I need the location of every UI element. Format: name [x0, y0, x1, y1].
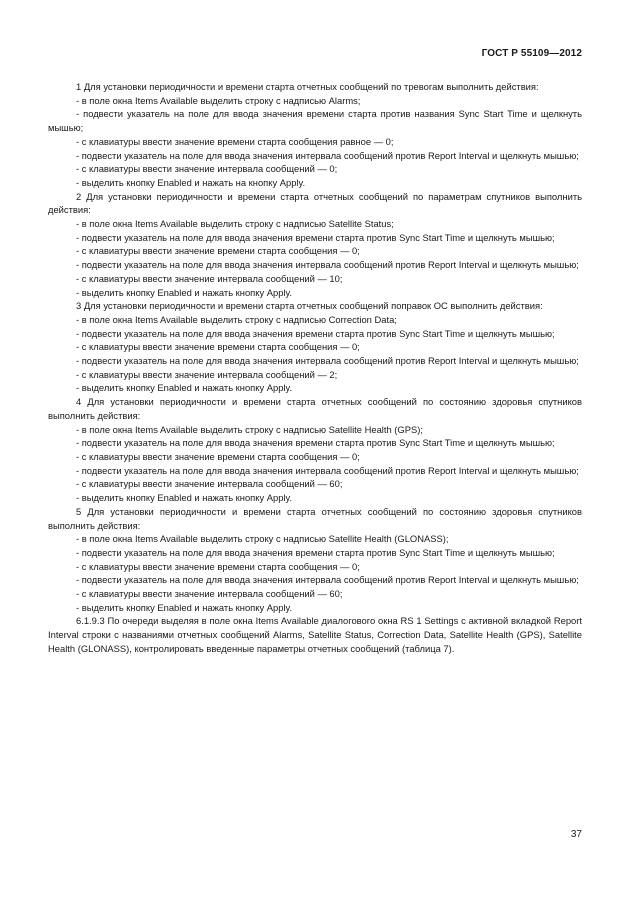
step-line: - подвести указатель на поле для ввода значения времени старта против Sync Start Time и щелкнуть мышью; — [76, 327, 555, 339]
step-line: - подвести указатель на поле для ввода значения интервала сообщений против Report Interval и щелкнуть мышью; — [76, 355, 579, 367]
step-line: - с клавиатуры ввести значение интервала сообщений — 2; — [76, 368, 338, 380]
step-line: - в поле окна Items Available выделить строку с надписью Satellite Health (GPS); — [76, 423, 423, 435]
step-line: - с клавиатуры ввести значение интервала сообщений — 10; — [76, 272, 343, 284]
step-line: - с клавиатуры ввести значение интервала сообщений — 0; — [76, 163, 338, 175]
step-line: - выделить кнопку Enabled и нажать кнопку Apply. — [76, 382, 293, 394]
step-line: - подвести указатель на поле для ввода значения интервала сообщений против Report Interval и щелкнуть мышью; — [76, 149, 579, 161]
step-line: - подвести указатель на поле для ввода значения времени старта против Sync Start Time и щелкнуть мышью; — [76, 546, 555, 558]
document-id-header: ГОСТ Р 55109—2012 — [481, 48, 582, 59]
step-line: - подвести указатель на поле для ввода значения интервала сообщений против Report Interval и щелкнуть мышью; — [76, 259, 579, 271]
step-line: - в поле окна Items Available выделить строку с надписью Alarms; — [76, 94, 361, 106]
step-line: - в поле окна Items Available выделить строку с надписью Satellite Health (GLONASS); — [76, 533, 449, 545]
step-line: - с клавиатуры ввести значение времени старта сообщения равное — 0; — [76, 135, 394, 147]
step-line: - с клавиатуры ввести значение времени старта сообщения — 0; — [76, 341, 360, 353]
step-line: - с клавиатуры ввести значение времени старта сообщения — 0; — [76, 245, 360, 257]
step-line: - с клавиатуры ввести значение интервала сообщений — 60; — [76, 478, 343, 490]
paragraph-1: 1 Для установки периодичности и времени старта отчетных сообщений по тревогам выполнить действия: — [76, 81, 539, 92]
paragraph-3: 3 Для установки периодичности и времени старта отчетных сообщений поправок ОС выполнить действия: — [76, 300, 543, 312]
step-line: - с клавиатуры ввести значение времени старта сообщения — 0; — [76, 450, 360, 462]
step-line: - с клавиатуры ввести значение интервала сообщений — 60; — [76, 588, 343, 600]
step-line: - выделить кнопку Enabled и нажать на кнопку Apply. — [76, 176, 306, 188]
page-number: 37 — [570, 829, 582, 840]
step-line: - выделить кнопку Enabled и нажать кнопку Apply. — [76, 492, 293, 504]
paragraph-4: 4 Для установки периодичности и времени старта отчетных сообщений по состоянию здоровья спутников выполнить действия: — [48, 396, 582, 421]
step-line: - подвести указатель на поле для ввода значения времени старта против Sync Start Time и щелкнуть мышью; — [76, 437, 555, 449]
step-line: - подвести указатель на поле для ввода значения интервала сообщений против Report Interval и щелкнуть мышью; — [76, 574, 579, 586]
step-line: - подвести указатель на поле для ввода значения времени старта против Sync Start Time и щелкнуть мышью; — [76, 231, 555, 243]
step-line: - выделить кнопку Enabled и нажать кнопку Apply. — [76, 286, 293, 298]
step-line: - выделить кнопку Enabled и нажать кнопку Apply. — [76, 601, 293, 613]
step-line: - в поле окна Items Available выделить строку с надписью Satellite Status; — [76, 218, 394, 230]
step-line: - с клавиатуры ввести значение времени старта сообщения — 0; — [76, 560, 360, 572]
document-body — [48, 80, 582, 656]
paragraph-2: 2 Для установки периодичности и времени старта отчетных сообщений по параметрам спутников выполнить действия: — [48, 190, 582, 216]
paragraph-6-1-9-3: 6.1.9.3 По очереди выделяя в поле окна Items Available диалогового окна RS 1 Settings с активной вкладкой Report Interval строки с названиями отчетных сообщений Alarms, Satellite Status, Correction Data, Satellite Health (GPS), Satellite Health (GLONASS), контролировать введенные параметры отчетных сообщений (таблица 7). — [48, 615, 582, 654]
step-line: - подвести указатель на поле для ввода значения времени старта против названия Sync Start Time и щелкнуть мышью; — [48, 108, 582, 134]
paragraph-5: 5 Для установки периодичности и времени старта отчетных сообщений по состоянию здоровья спутников выполнить действия: — [48, 505, 582, 531]
step-line: - подвести указатель на поле для ввода значения интервала сообщений против Report Interval и щелкнуть мышью; — [76, 464, 579, 476]
step-line: - в поле окна Items Available выделить строку с надписью Correction Data; — [76, 313, 397, 325]
